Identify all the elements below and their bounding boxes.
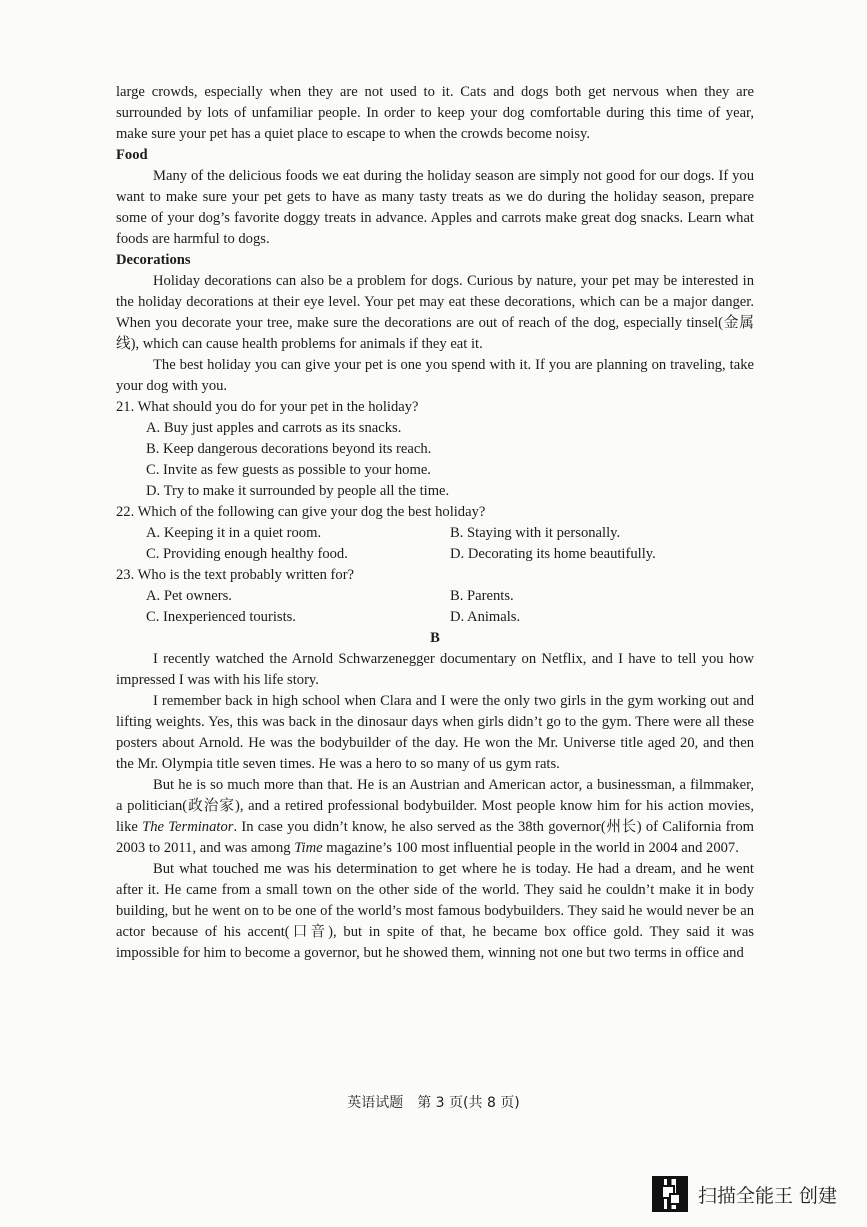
text-run: . In case you didn’t know, he also served as the 38th governor(州长) of California from 2003 to 2011, and was among xyxy=(116,819,754,856)
passage-a-paragraph: large crowds, especially when they are not used to it. Cats and dogs both get nervous when they are surrounded by lots of unfamiliar people. In order to keep your dog comfortable during this time of year, make sure your pet has a quiet place to escape to when the crowds become noisy. xyxy=(116,84,754,142)
option: C. Inexperienced tourists. xyxy=(146,609,296,625)
option: C. Invite as few guests as possible to your home. xyxy=(146,462,431,478)
heading-decorations: Decorations xyxy=(116,252,191,268)
movie-title: The Terminator xyxy=(142,819,234,835)
text-run: magazine’s 100 most influential people in the world in 2004 and 2007. xyxy=(322,840,739,856)
passage-a-paragraph: Holiday decorations can also be a problem for dogs. Curious by nature, your pet may be interested in the holiday decorations at their eye level. Your pet may eat these decorations, which can be a major danger. When you decorate your tree, make sure the decorations are out of reach of the dog, especially tinsel(金属线), which can cause health problems for animals if they eat it. xyxy=(116,273,754,352)
option: B. Parents. xyxy=(450,588,514,604)
option-row xyxy=(146,607,754,628)
option: D. Decorating its home beautifully. xyxy=(450,546,656,562)
option: A. Keeping it in a quiet room. xyxy=(146,525,322,541)
option: D. Animals. xyxy=(450,609,521,625)
text-run: But he is so much more than that. He is an Austrian and American actor, a businessman, a filmmaker, a politician(政治家), and a retired professional bodybuilder. Most people know him for his action movies, like xyxy=(116,777,754,835)
option-row xyxy=(146,586,754,607)
exam-page xyxy=(116,82,754,964)
question-22: 22. Which of the following can give your dog the best holiday? xyxy=(116,504,486,520)
option: B. Staying with it personally. xyxy=(450,525,621,541)
passage-b-paragraph: I remember back in high school when Clara and I were the only two girls in the gym working out and lifting weights. Yes, this was back in the dinosaur days when girls didn’t go to the gym. There were all these posters about Arnold. He was the bodybuilder of the day. He won the Mr. Universe title aged 20, and then the Mr. Olympia title seven times. He was a hero to so many of us gym rats. xyxy=(116,693,754,772)
option: D. Try to make it surrounded by people all the time. xyxy=(146,483,450,499)
option: B. Keep dangerous decorations beyond its reach. xyxy=(146,441,432,457)
passage-b-paragraph: I recently watched the Arnold Schwarzenegger documentary on Netflix, and I have to tell you how impressed I was with his life story. xyxy=(116,651,754,688)
qr-code-icon xyxy=(652,1176,688,1212)
scanner-watermark xyxy=(652,1176,837,1212)
option-row xyxy=(146,523,754,544)
page-footer: 英语试题 第 3 页(共 8 页) xyxy=(347,1095,520,1111)
question-23: 23. Who is the text probably written for? xyxy=(116,567,355,583)
passage-a-paragraph: Many of the delicious foods we eat during the holiday season are simply not good for our dogs. If you want to make sure your pet gets to have as many tasty treats as we do during the holiday season, prepare some of your dog’s favorite doggy treats in advance. Apples and carrots make great dog snacks. Learn what foods are harmful to dogs. xyxy=(116,168,754,247)
option-row xyxy=(146,544,754,565)
section-label-b: B xyxy=(430,630,440,646)
passage-a-paragraph: The best holiday you can give your pet is one you spend with it. If you are planning on traveling, take your dog with you. xyxy=(116,357,754,394)
watermark-text: 扫描全能王 创建 xyxy=(698,1184,838,1207)
passage-b-paragraph: But what touched me was his determination to get where he is today. He had a dream, and he went after it. He came from a small town on the other side of the world. They said he couldn’t make it in body building, but he went on to be one of the world’s most famous bodybuilders. They said he would never be an actor because of his accent(口音), but in spite of that, he became box office gold. They said it was impossible for him to become a governor, but he showed them, winning not one but two terms in office and xyxy=(116,861,754,961)
option: C. Providing enough healthy food. xyxy=(146,546,348,562)
option: A. Buy just apples and carrots as its snacks. xyxy=(146,420,402,436)
passage-b-paragraph xyxy=(116,775,754,859)
heading-food: Food xyxy=(116,147,148,163)
option: A. Pet owners. xyxy=(146,588,232,604)
question-21: 21. What should you do for your pet in the holiday? xyxy=(116,399,419,415)
magazine-title: Time xyxy=(294,840,323,856)
